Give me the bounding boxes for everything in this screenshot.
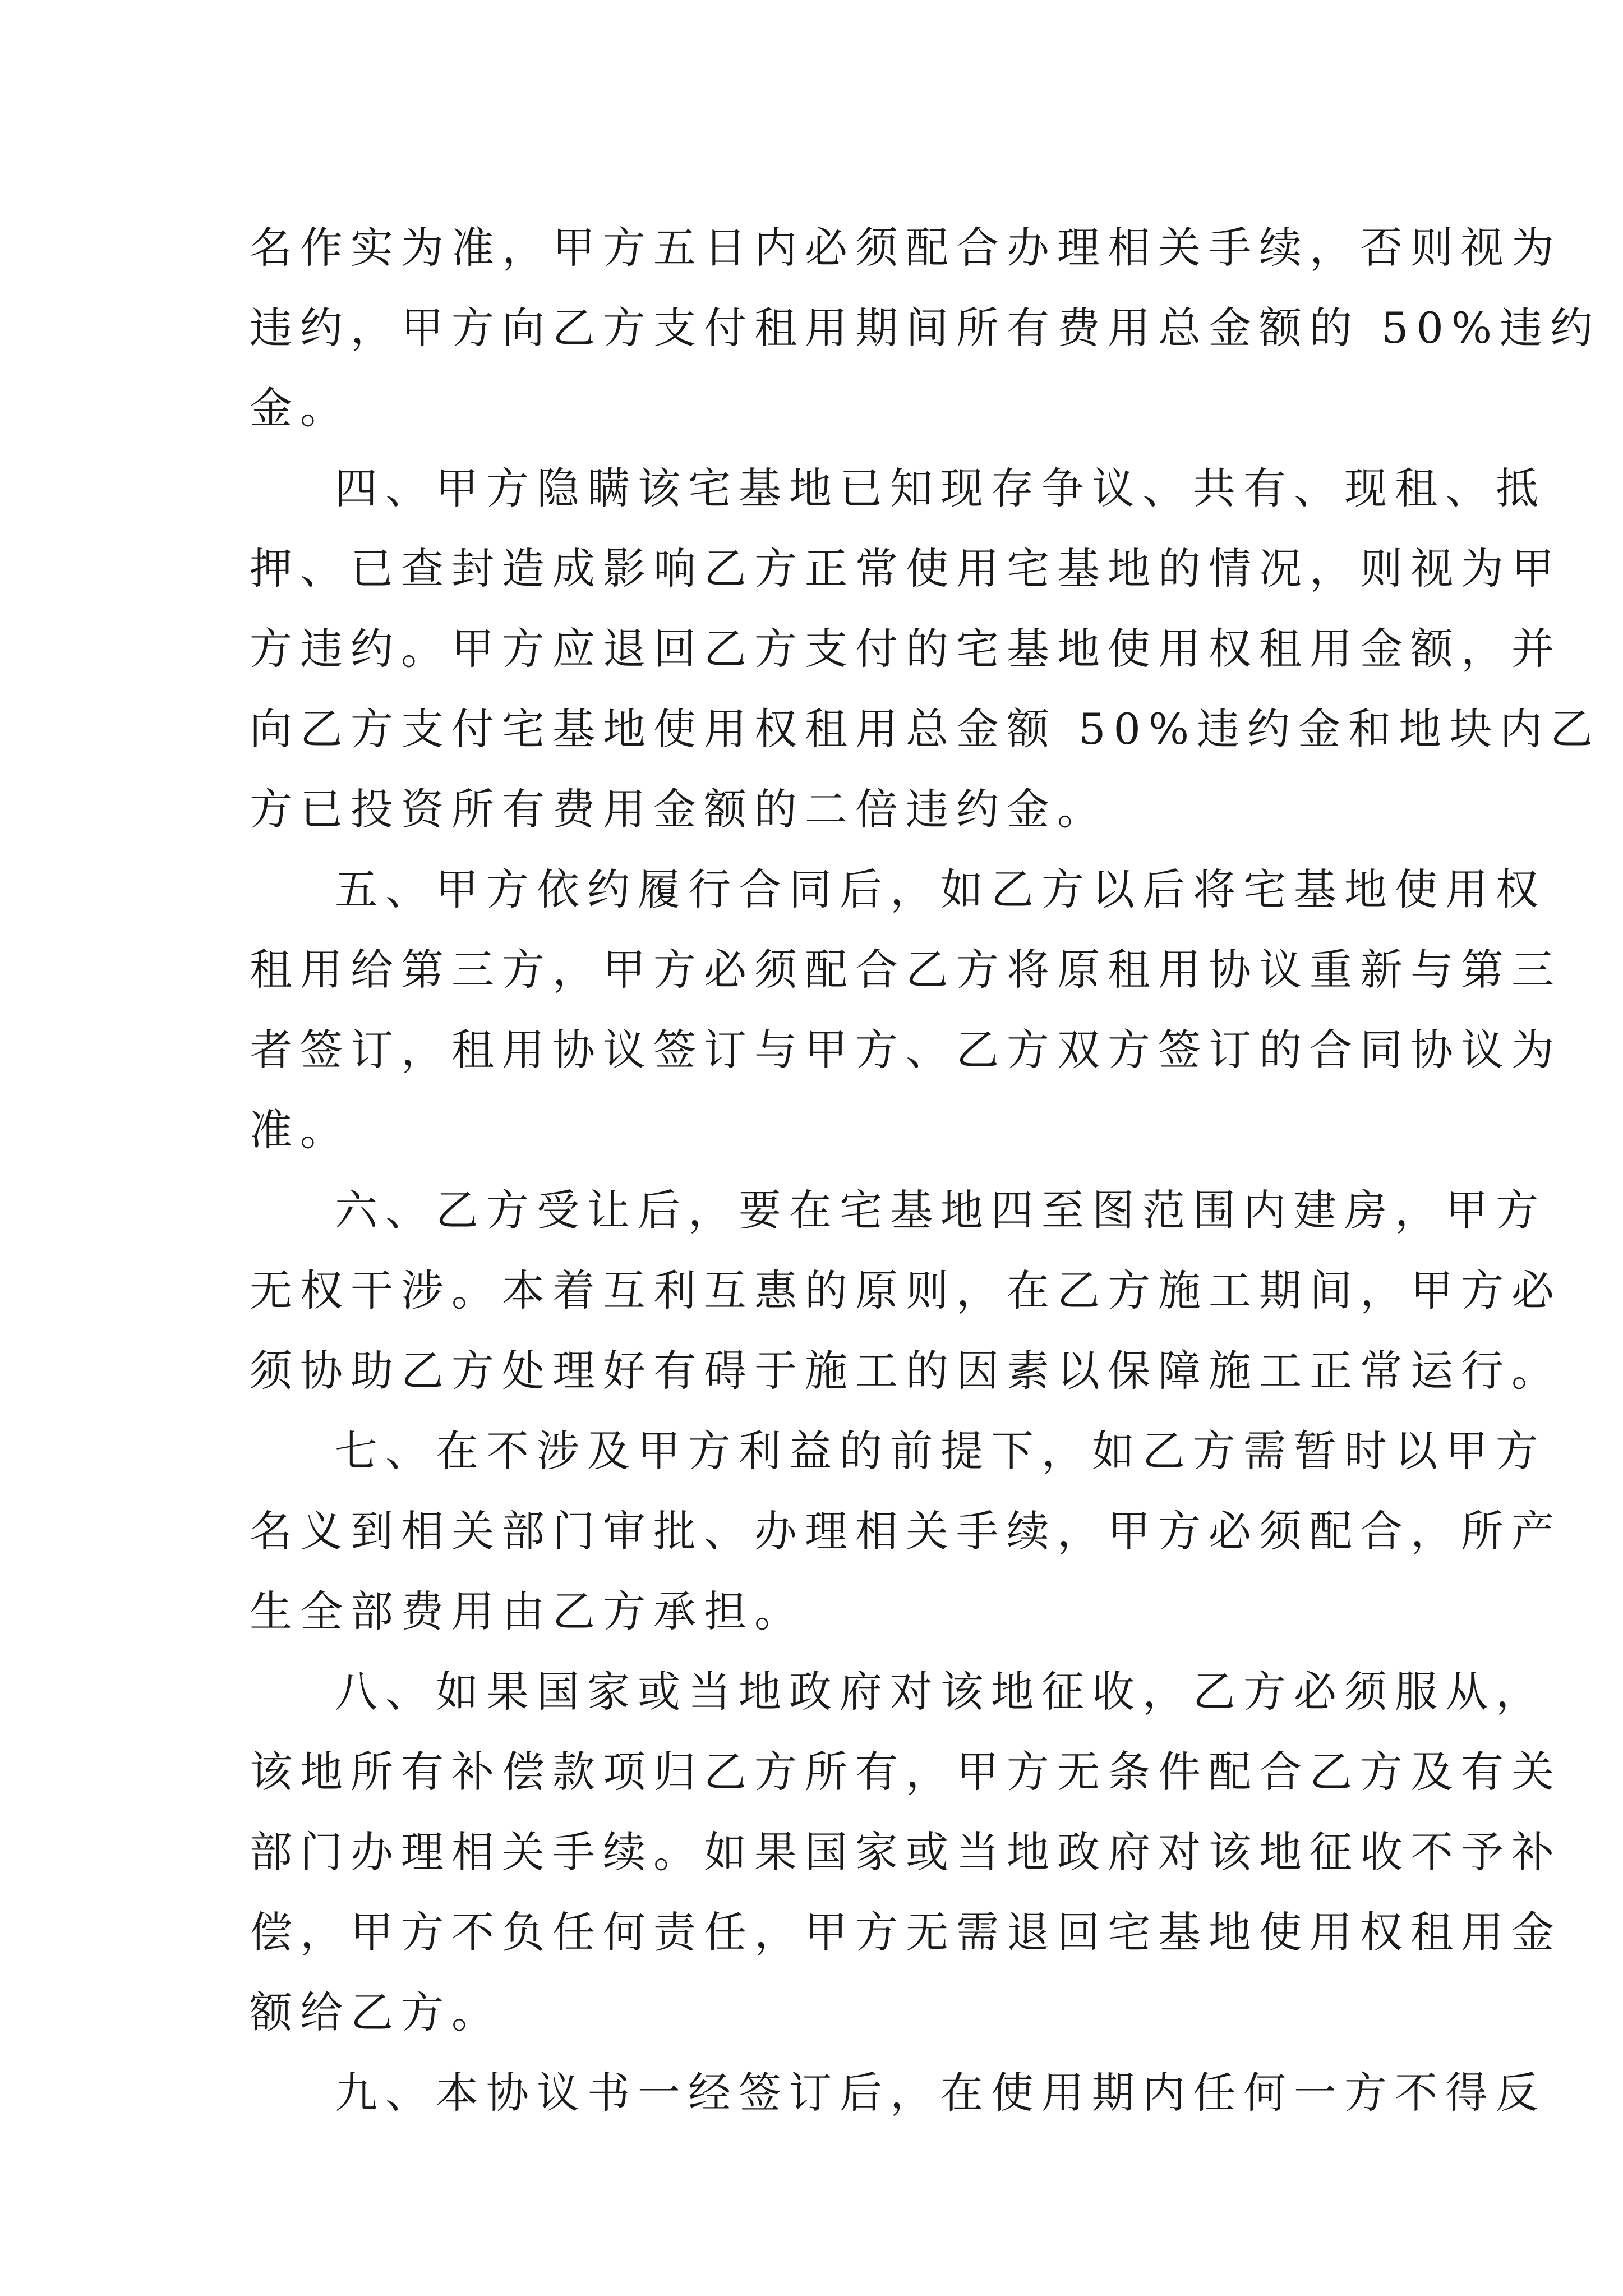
text-line: 名义到相关部门审批、办理相关手续，甲方必须配合，所产: [250, 1506, 1562, 1556]
text-line: 方已投资所有费用金额的二倍违约金。: [250, 784, 1108, 834]
text-line: 者签订，租用协议签订与甲方、乙方双方签订的合同协议为: [250, 1025, 1562, 1075]
clause-5-start: 五、甲方依约履行合同后，如乙方以后将宅基地使用权: [335, 864, 1546, 914]
text-line: 无权干涉。本着互利互惠的原则，在乙方施工期间，甲方必: [250, 1266, 1562, 1315]
clause-8-start: 八、如果国家或当地政府对该地征收，乙方必须服从，: [335, 1667, 1546, 1717]
text-line: 金。: [250, 383, 351, 433]
text-line: 准。: [250, 1105, 351, 1155]
text-line: 名作实为准，甲方五日内必须配合办理相关手续，否则视为: [250, 223, 1562, 273]
clause-9-start: 九、本协议书一经签订后，在使用期内任何一方不得反: [335, 2068, 1546, 2118]
text-line: 方违约。甲方应退回乙方支付的宅基地使用权租用金额，并: [250, 624, 1562, 674]
text-line: 额给乙方。: [250, 1987, 502, 2037]
text-line: 该地所有补偿款项归乙方所有，甲方无条件配合乙方及有关: [250, 1747, 1562, 1797]
clause-6-start: 六、乙方受让后，要在宅基地四至图范围内建房，甲方: [335, 1185, 1546, 1235]
text-line: 须协助乙方处理好有碍于施工的因素以保障施工正常运行。: [250, 1346, 1562, 1396]
text-line: 生全部费用由乙方承担。: [250, 1586, 805, 1636]
clause-7-start: 七、在不涉及甲方利益的前提下，如乙方需暂时以甲方: [335, 1426, 1546, 1476]
text-line: 向乙方支付宅基地使用权租用总金额 50%违约金和地块内乙: [250, 704, 1601, 754]
text-line: 租用给第三方，甲方必须配合乙方将原租用协议重新与第三: [250, 945, 1562, 995]
document-body: [250, 208, 1601, 2133]
text-line: 押、已查封造成影响乙方正常使用宅基地的情况，则视为甲: [250, 544, 1562, 593]
text-line: 部门办理相关手续。如果国家或当地政府对该地征收不予补: [250, 1827, 1562, 1877]
text-line: 偿，甲方不负任何责任，甲方无需退回宅基地使用权租用金: [250, 1907, 1562, 1957]
clause-4-start: 四、甲方隐瞒该宅基地已知现存争议、共有、现租、抵: [335, 463, 1546, 513]
text-line: 违约，甲方向乙方支付租用期间所有费用总金额的 50%违约: [250, 303, 1601, 353]
